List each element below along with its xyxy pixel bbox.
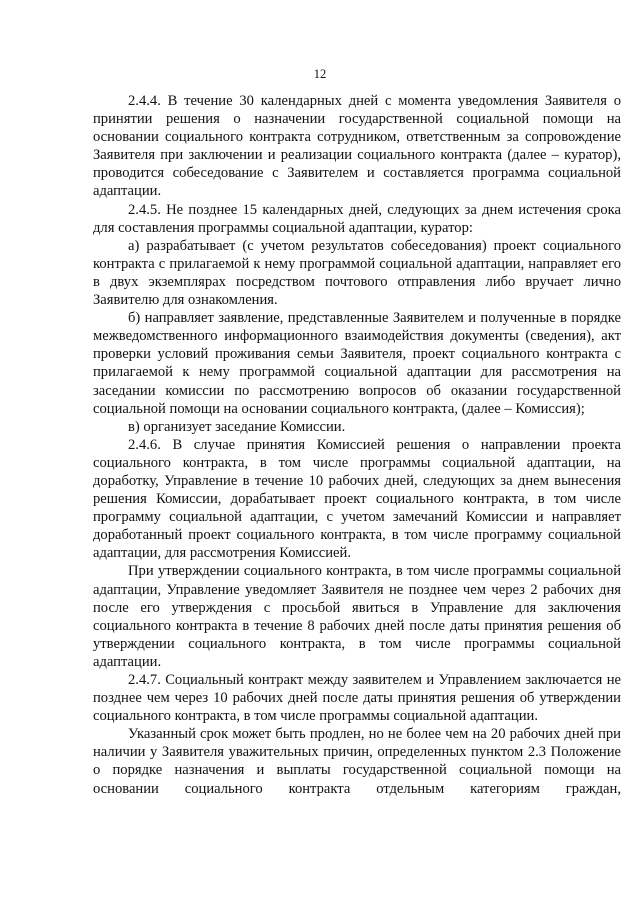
paragraph-2-4-7: 2.4.7. Социальный контракт между заявителем и Управлением заключается не позднее чем через 10 рабочих дней после даты принятия решения об утверждении социального контракта, в том числе программы социальной адаптации. <box>93 672 621 725</box>
paragraph-2-4-6: 2.4.6. В случае принятия Комиссией решения о направлении проекта социального контракта, в том числе программы социальной адаптации, на доработку, Управление в течение 10 рабочих дней, следующих за днем вынесения решения Комиссии, дорабатывает проект социального контракта, в том числе программу социальной адаптации, с учетом замечаний Комиссии и направляет доработанный проект социального контракта, в том числе программу социальной адаптации, для рассмотрения Комиссией. <box>93 436 621 562</box>
paragraph-item-a: а) разрабатывает (с учетом результатов собеседования) проект социального контракта с прилагаемой к нему программой социальной адаптации, направляет его в двух экземплярах посредством почтового отправления либо вручает лично Заявителю для ознакомления. <box>93 237 621 309</box>
document-body <box>93 92 621 798</box>
paragraph-item-b: б) направляет заявление, представленные Заявителем и полученные в порядке межведомственного информационного взаимодействия документы (сведения), акт проверки условий проживания семьи Заявителя, проект социального контракта с прилагаемой к нему программой социальной адаптации для рассмотрения на заседании комиссии по рассмотрению вопросов об оказании государственной социальной помощи на основании социального контракта, (далее – Комиссия); <box>93 310 621 417</box>
paragraph-approval-notice: При утверждении социального контракта, в том числе программы социальной адаптации, Управление уведомляет Заявителя не позднее чем через 2 рабочих дня после его утверждения с просьбой явиться в Управление для заключения социального контракта в течение 8 рабочих дней после даты принятия решения об утверждении социального контракта, в том числе программы социальной адаптации. <box>93 563 621 670</box>
paragraph-2-4-4: 2.4.4. В течение 30 календарных дней с момента уведомления Заявителя о принятии решения о назначении государственной социальной помощи на основании социального контракта сотрудником, ответственным за сопровождение Заявителя при заключении и реализации социального контракта (далее – куратор), проводится собеседование с Заявителем и составляется программа социальной адаптации. <box>93 93 621 200</box>
page-number: 12 <box>313 67 327 81</box>
paragraph-term-extension: Указанный срок может быть продлен, но не более чем на 20 рабочих дней при наличии у Заявителя уважительных причин, определенных пунктом 2.3 Положение о порядке назначения и выплаты государственной социальной помощи на основании социального контракта отдельным категориям граждан, <box>93 726 621 797</box>
paragraph-2-4-5: 2.4.5. Не позднее 15 календарных дней, следующих за днем истечения срока для составления программы социальной адаптации, куратор: <box>93 201 621 236</box>
paragraph-item-v: в) организует заседание Комиссии. <box>128 418 346 435</box>
